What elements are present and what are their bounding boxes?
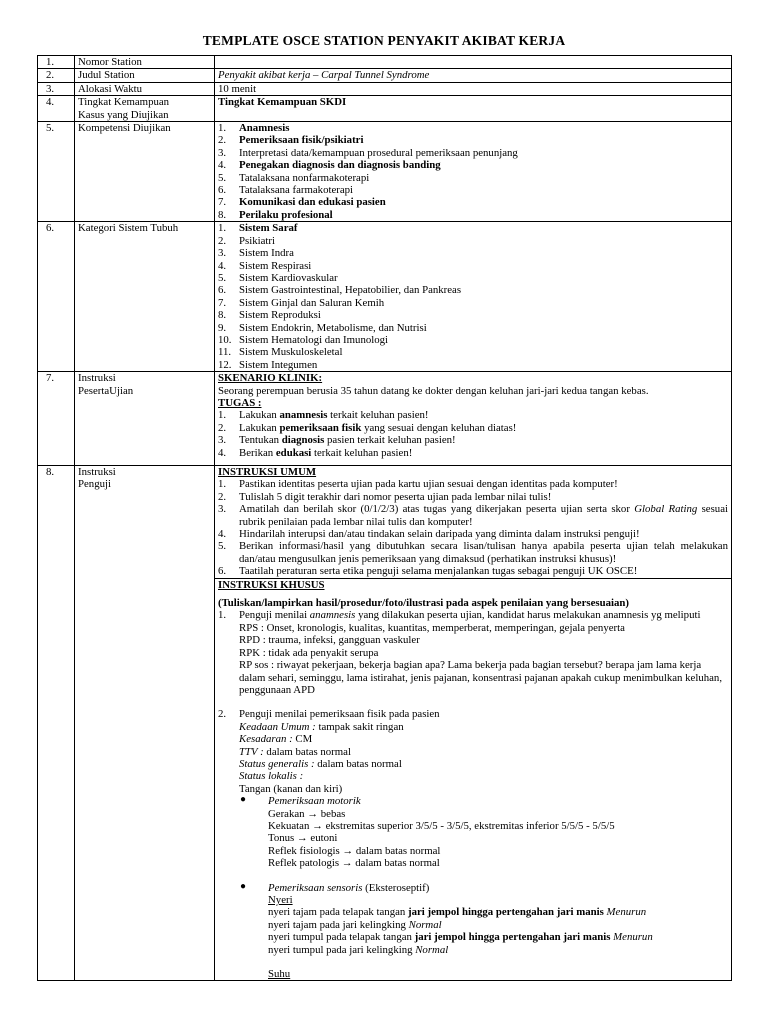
row-value: 10 menit [215, 82, 732, 95]
item-text: Lakukan [239, 409, 280, 422]
khusus-item-pemeriksaan [218, 708, 728, 795]
tugas-item [218, 447, 728, 459]
item-number: 10. [218, 333, 232, 346]
nyeri-heading: Nyeri [268, 894, 293, 906]
khusus-heading: INSTRUKSI KHUSUS [218, 578, 325, 591]
row-label: Nomor Station [75, 56, 215, 69]
item-text: Sistem Ginjal dan Saluran Kemih [239, 296, 385, 309]
sistem-list [218, 222, 728, 371]
item-text: diagnosis [281, 434, 325, 447]
sistem-item [218, 334, 728, 346]
item-text: Lakukan [239, 421, 280, 434]
row-value: Tingkat Kemampuan SKDI [215, 96, 732, 122]
nyeri-line-3: nyeri tumpul pada telapak tangan jari jempol hingga pertengahan jari manis Menurun [268, 931, 653, 944]
row-label [75, 466, 215, 981]
item-text: Tentukan [239, 434, 282, 447]
row-label-line: Instruksi [78, 372, 116, 385]
item-number: 5. [218, 540, 227, 553]
row-kategori-sistem [38, 222, 732, 372]
sistem-item [218, 322, 728, 334]
nyeri-line-4: nyeri tumpul pada jari kelingking Normal [268, 943, 449, 956]
kesadaran-line: Kesadaran : CM [239, 733, 313, 746]
tonus-line: Tonus → eutoni [268, 832, 338, 845]
item-number: 1. [218, 609, 227, 622]
osce-table [37, 55, 732, 981]
row-label-line: PesertaUjian [78, 384, 134, 397]
row-label: Kompetensi Diujikan [75, 122, 215, 222]
item-text: Sistem Saraf [239, 222, 298, 235]
row-label [75, 96, 215, 122]
item-number: 3. [218, 503, 227, 516]
row-value [215, 56, 732, 69]
item-number: 3. [218, 434, 227, 447]
kompetensi-item [218, 134, 728, 146]
item-text: Amatilah dan berilah skor (0/1/2/3) atas tugas yang dikerjakan peserta ujian serta skor [239, 503, 635, 516]
row-kompetensi [38, 122, 732, 222]
bullet-icon: ● [240, 794, 247, 806]
item-number: 6. [218, 284, 227, 297]
row-label: Judul Station [75, 69, 215, 82]
tugas-item [218, 422, 728, 434]
item-number: 6. [218, 184, 227, 197]
item-number: 4. [218, 528, 227, 541]
instruksi-khusus-cell [215, 578, 732, 981]
sensoris-section [218, 882, 728, 981]
item-text: yang sesuai dengan keluhan diatas! [361, 421, 517, 434]
row-value [215, 372, 732, 466]
row-number: 5. [38, 122, 75, 222]
status-lokalis-line: Status lokalis : [239, 770, 304, 783]
item-text: anamnesis [279, 409, 328, 422]
row-number: 2. [38, 69, 75, 82]
row-label-line: Kasus yang Diujikan [78, 108, 169, 121]
umum-heading: INSTRUKSI UMUM [218, 466, 317, 478]
umum-list [218, 478, 728, 577]
item-number: 3. [218, 247, 227, 260]
row-value [215, 222, 732, 372]
item-number: 2. [218, 234, 227, 247]
row-number: 3. [38, 82, 75, 95]
row-instruksi-penguji [38, 466, 732, 579]
item-number: 8. [218, 208, 227, 221]
tugas-list [218, 409, 728, 459]
sistem-item [218, 260, 728, 272]
sistem-item [218, 272, 728, 284]
item-number: 3. [218, 146, 227, 159]
rpsos-line: RP sos : riwayat pekerjaan, bekerja bagian apa? Lama bekerja pada bagian tersebut? berapa jam lama kerja dalam sehari, seminggu, lama istirahat, jenis pajanan, konsentrasi pajanan apakah cukup menimbulkan keluhan, penggunaan APD [239, 659, 723, 696]
item-text: Perilaku profesional [239, 208, 333, 221]
row-instruksi-peserta [38, 372, 732, 466]
umum-item [218, 478, 728, 490]
reflek-patologis-line: Reflek patologis → dalam batas normal [268, 857, 440, 870]
item-text: edukasi [275, 446, 312, 459]
nyeri-line-2: nyeri tajam pada jari kelingking Normal [268, 918, 442, 931]
item-text: Sistem Gastrointestinal, Hepatobilier, dan Pankreas [239, 284, 462, 297]
item-text: Anamnesis [239, 122, 290, 135]
row-number: 4. [38, 96, 75, 122]
item-number: 5. [218, 271, 227, 284]
item-text: Tatalaksana farmakoterapi [239, 184, 354, 197]
khusus-list [218, 609, 728, 795]
reflek-fisiologis-line: Reflek fisiologis → dalam batas normal [268, 844, 441, 857]
sistem-item [218, 222, 728, 234]
umum-item [218, 565, 728, 577]
item-number: 11. [218, 346, 232, 359]
item-number: 2. [218, 421, 227, 434]
item-number: 7. [218, 196, 227, 209]
rps-line: RPS : Onset, kronologis, kualitas, kuantitas, memperberat, memperingan, gejala penyerta [239, 621, 625, 634]
item-text: pemeriksaan fisik [279, 421, 362, 434]
khusus-subheading: (Tuliskan/lampirkan hasil/prosedur/foto/ilustrasi pada aspek penilaian yang bersesuaian) [218, 597, 629, 610]
item-number: 4. [218, 259, 227, 272]
kompetensi-item [218, 184, 728, 196]
item-number: 1. [218, 409, 227, 422]
item-number: 4. [218, 159, 227, 172]
item-number: 1. [218, 122, 227, 135]
item-text: Interpretasi data/kemampuan prosedural pemeriksaan penunjang [239, 146, 518, 159]
umum-item [218, 540, 728, 565]
sistem-item [218, 346, 728, 358]
sistem-item [218, 309, 728, 321]
item-text: Global Rating [634, 503, 698, 516]
gerakan-line: Gerakan → bebas [268, 807, 346, 820]
umum-item [218, 491, 728, 503]
item-text: Taatilah peraturan serta etika penguji selama menjalankan tugas sebagai penguji UK OSCE! [239, 565, 638, 578]
item-text: Tatalaksana nonfarmakoterapi [239, 171, 370, 184]
item-text: Sistem Integumen [239, 358, 318, 371]
item-number: 9. [218, 321, 227, 334]
suhu-heading: Suhu [268, 968, 291, 981]
item-number: 1. [218, 222, 227, 235]
item-text: Pastikan identitas peserta ujian pada kartu ujian sesuai dengan identitas pada komputer! [239, 478, 618, 491]
keadaan-umum-line: Keadaan Umum : tampak sakit ringan [239, 720, 404, 733]
sistem-item [218, 359, 728, 371]
row-nomor-station [38, 56, 732, 69]
item-text: Berikan informasi/hasil yang dibutuhkan secara lisan/tulisan hanya apabila peserta ujian telah melakukan dan/atau mengusulkan jenis pemeriksaan yang dimaksud (perhatikan instruksi khusus)! [239, 540, 728, 565]
item-text: terkait keluhan pasien! [327, 409, 429, 422]
row-number: 8. [38, 466, 75, 981]
item-text: pasien terkait keluhan pasien! [324, 434, 456, 447]
kompetensi-item [218, 122, 728, 134]
row-number: 6. [38, 222, 75, 372]
sistem-item [218, 235, 728, 247]
item-number: 12. [218, 358, 232, 371]
item-text: Sistem Muskuloskeletal [239, 346, 343, 359]
skenario-text: Seorang perempuan berusia 35 tahun datang ke dokter dengan keluhan jari-jari kedua tangan kebas. [218, 384, 649, 397]
item-text: Komunikasi dan edukasi pasien [239, 196, 386, 209]
instruksi-umum-cell [215, 466, 732, 579]
bullet-icon: ● [240, 880, 247, 892]
item-number: 2. [218, 134, 227, 147]
row-number: 1. [38, 56, 75, 69]
item-text: yang dilakukan peserta ujian, kandidat harus melakukan anamnesis yg meliputi [355, 609, 701, 622]
item-text: Sistem Hematologi dan Imunologi [239, 333, 389, 346]
row-tingkat-kemampuan [38, 96, 732, 122]
row-label-line: Instruksi [78, 466, 116, 478]
ttv-line: TTV : dalam batas normal [239, 745, 351, 758]
skenario-heading: SKENARIO KLINIK: [218, 372, 323, 385]
item-number: 1. [218, 478, 227, 491]
sistem-item [218, 297, 728, 309]
nyeri-line-1: nyeri tajam pada telapak tangan jari jempol hingga pertengahan jari manis Menurun [268, 906, 647, 919]
row-label: Alokasi Waktu [75, 82, 215, 95]
kompetensi-list [218, 122, 728, 221]
umum-item [218, 503, 728, 528]
row-value [215, 122, 732, 222]
kompetensi-item [218, 209, 728, 221]
sensoris-heading: Pemeriksaan sensoris (Eksteroseptif) [268, 881, 430, 894]
item-text: Berikan [239, 446, 276, 459]
item-text: terkait keluhan pasien! [311, 446, 413, 459]
item-number: 4. [218, 446, 227, 459]
row-alokasi-waktu [38, 82, 732, 95]
row-judul-station [38, 69, 732, 82]
row-value: Penyakit akibat kerja – Carpal Tunnel Syndrome [215, 69, 732, 82]
item-text: Sistem Indra [239, 247, 294, 260]
motorik-section [218, 795, 728, 869]
item-number: 8. [218, 309, 227, 322]
kekuatan-line: Kekuatan → ekstremitas superior 3/5/5 - 3/5/5, ekstremitas inferior 5/5/5 - 5/5/5 [268, 819, 615, 832]
rpk-line: RPK : tidak ada penyakit serupa [239, 646, 379, 659]
item-text-italic: anamnesis [309, 609, 356, 622]
khusus-item-anamnesis [218, 609, 728, 708]
row-label: Kategori Sistem Tubuh [75, 222, 215, 372]
item-number: 2. [218, 708, 227, 721]
tugas-item [218, 434, 728, 446]
tugas-heading: TUGAS : [218, 396, 262, 409]
status-generalis-line: Status generalis : dalam batas normal [239, 757, 402, 770]
row-label [75, 372, 215, 466]
kompetensi-item [218, 159, 728, 171]
kompetensi-item [218, 147, 728, 159]
item-number: 6. [218, 565, 227, 578]
row-label-line: Tingkat Kemampuan [78, 96, 170, 109]
item-text: Sistem Reproduksi [239, 309, 321, 322]
item-text: Pemeriksaan fisik/psikiatri [239, 134, 364, 147]
item-number: 5. [218, 171, 227, 184]
rpd-line: RPD : trauma, infeksi, gangguan vaskuler [239, 634, 420, 647]
item-text: Penegakan diagnosis dan diagnosis banding [239, 159, 441, 172]
item-text: Penguji menilai pemeriksaan fisik pada pasien [239, 708, 440, 721]
row-label-line: Penguji [78, 478, 111, 491]
item-text: Sistem Endokrin, Metabolisme, dan Nutrisi [239, 321, 427, 334]
sistem-item [218, 247, 728, 259]
page-title: TEMPLATE OSCE STATION PENYAKIT AKIBAT KERJA [202, 33, 566, 48]
item-text: Sistem Respirasi [239, 259, 312, 272]
item-number: 2. [218, 490, 227, 503]
item-text: sesuai rubrik penilaian pada lembar nilai tulis dan komputer! [239, 503, 728, 528]
item-text: Psikiatri [239, 234, 275, 247]
kompetensi-item [218, 196, 728, 208]
motorik-heading: Pemeriksaan motorik [268, 795, 361, 808]
tugas-item [218, 409, 728, 421]
sistem-item [218, 284, 728, 296]
tangan-line: Tangan (kanan dan kiri) [239, 782, 343, 795]
row-number: 7. [38, 372, 75, 466]
item-text: Tulislah 5 digit terakhir dari nomor peserta ujian pada lembar nilai tulis! [239, 490, 552, 503]
item-text: Sistem Kardiovaskular [239, 271, 338, 284]
item-text: Hindarilah interupsi dan/atau tindakan selain daripada yang diminta dalam instruksi penguji! [239, 528, 640, 541]
umum-item [218, 528, 728, 540]
kompetensi-item [218, 172, 728, 184]
item-number: 7. [218, 296, 227, 309]
item-text: Penguji menilai [239, 609, 310, 622]
